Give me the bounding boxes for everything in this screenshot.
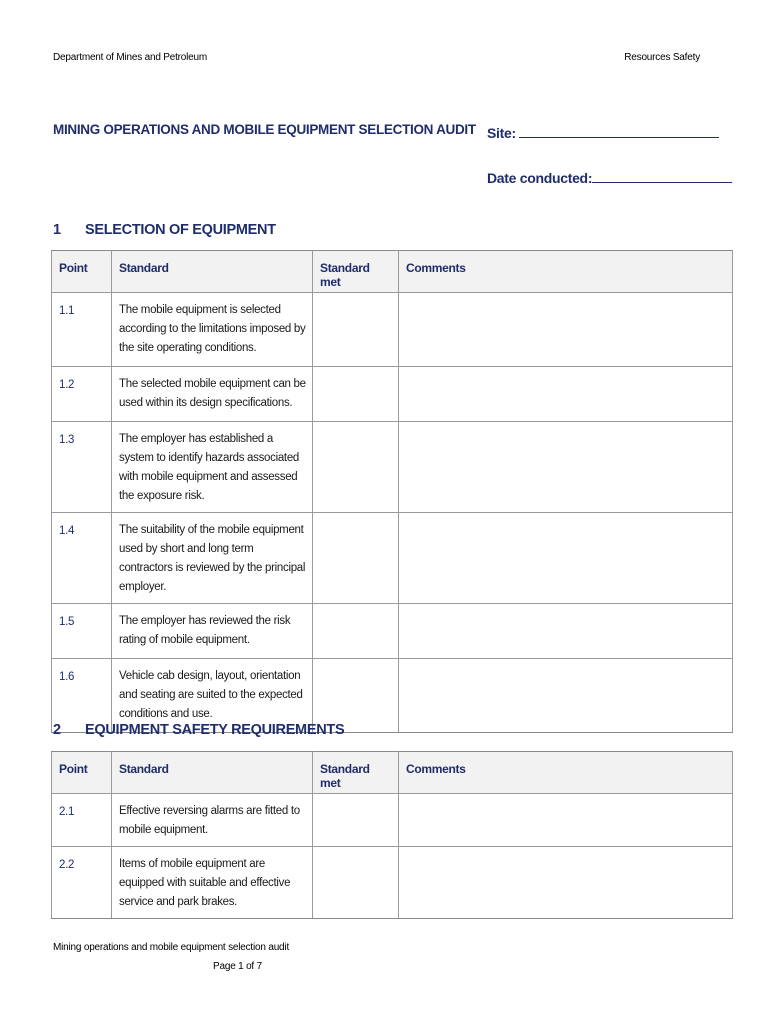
table-row: [52, 367, 733, 422]
standard-met-cell[interactable]: [313, 847, 399, 919]
audit-table-safety: [51, 751, 733, 919]
standard-met-cell[interactable]: [313, 794, 399, 847]
table-row: [52, 847, 733, 919]
date-blank-line: [592, 168, 732, 183]
point-cell: 1.3: [52, 422, 112, 513]
standard-cell: The suitability of the mobile equipment used by short and long term contractors is reviewed by the principal employer.: [112, 513, 313, 604]
site-field: [487, 123, 719, 141]
standard-cell: The employer has established a system to identify hazards associated with mobile equipment and assessed the exposure risk.: [112, 422, 313, 513]
standard-cell: Items of mobile equipment are equipped with suitable and effective service and park brakes.: [112, 847, 313, 919]
column-header-comments: Comments: [399, 752, 733, 794]
footer-title: Mining operations and mobile equipment selection audit: [53, 942, 290, 953]
comments-cell[interactable]: [399, 513, 733, 604]
table-header-row: [52, 251, 733, 293]
table-header-row: [52, 752, 733, 794]
audit-table-selection: [51, 250, 733, 733]
comments-cell[interactable]: [399, 794, 733, 847]
column-header-comments: Comments: [399, 251, 733, 293]
point-cell: 2.2: [52, 847, 112, 919]
point-cell: 1.2: [52, 367, 112, 422]
standard-cell: Effective reversing alarms are fitted to mobile equipment.: [112, 794, 313, 847]
section-heading: [53, 722, 344, 738]
comments-cell[interactable]: [399, 659, 733, 733]
table-row: [52, 794, 733, 847]
section-number: 1: [53, 222, 61, 238]
date-conducted-label: Date conducted:: [487, 170, 593, 186]
standard-met-cell[interactable]: [313, 422, 399, 513]
header-department: Department of Mines and Petroleum: [53, 52, 208, 63]
site-label: Site:: [487, 125, 516, 141]
section-title: EQUIPMENT SAFETY REQUIREMENTS: [85, 722, 345, 738]
site-blank-line: [519, 123, 719, 138]
standard-met-cell[interactable]: [313, 293, 399, 367]
column-header-standard: Standard: [112, 752, 313, 794]
standard-cell: Vehicle cab design, layout, orientation and seating are suited to the expected conditions and use.: [112, 659, 313, 733]
point-cell: 1.6: [52, 659, 112, 733]
standard-met-cell[interactable]: [313, 604, 399, 659]
comments-cell[interactable]: [399, 847, 733, 919]
header-division: Resources Safety: [624, 52, 700, 63]
date-conducted-field: [487, 168, 732, 186]
table-row: [52, 604, 733, 659]
comments-cell[interactable]: [399, 293, 733, 367]
document-title: MINING OPERATIONS AND MOBILE EQUIPMENT SELECTION AUDIT: [53, 122, 476, 137]
standard-cell: The mobile equipment is selected according to the limitations imposed by the site operating conditions.: [112, 293, 313, 367]
footer-page-number: Page 1 of 7: [213, 961, 262, 972]
table-row: [52, 513, 733, 604]
point-cell: 2.1: [52, 794, 112, 847]
standard-met-cell[interactable]: [313, 367, 399, 422]
column-header-point: Point: [52, 752, 112, 794]
table-row: [52, 293, 733, 367]
standard-met-cell[interactable]: [313, 513, 399, 604]
point-cell: 1.5: [52, 604, 112, 659]
column-header-standard: Standard: [112, 251, 313, 293]
point-cell: 1.1: [52, 293, 112, 367]
section-number: 2: [53, 722, 61, 738]
table-row: [52, 422, 733, 513]
column-header-standard-met: Standard met: [313, 752, 399, 794]
point-cell: 1.4: [52, 513, 112, 604]
column-header-standard-met: Standard met: [313, 251, 399, 293]
comments-cell[interactable]: [399, 422, 733, 513]
section-title: SELECTION OF EQUIPMENT: [85, 222, 276, 238]
section-heading: [53, 222, 276, 238]
comments-cell[interactable]: [399, 367, 733, 422]
standard-cell: The selected mobile equipment can be used within its design specifications.: [112, 367, 313, 422]
standard-cell: The employer has reviewed the risk rating of mobile equipment.: [112, 604, 313, 659]
column-header-point: Point: [52, 251, 112, 293]
comments-cell[interactable]: [399, 604, 733, 659]
